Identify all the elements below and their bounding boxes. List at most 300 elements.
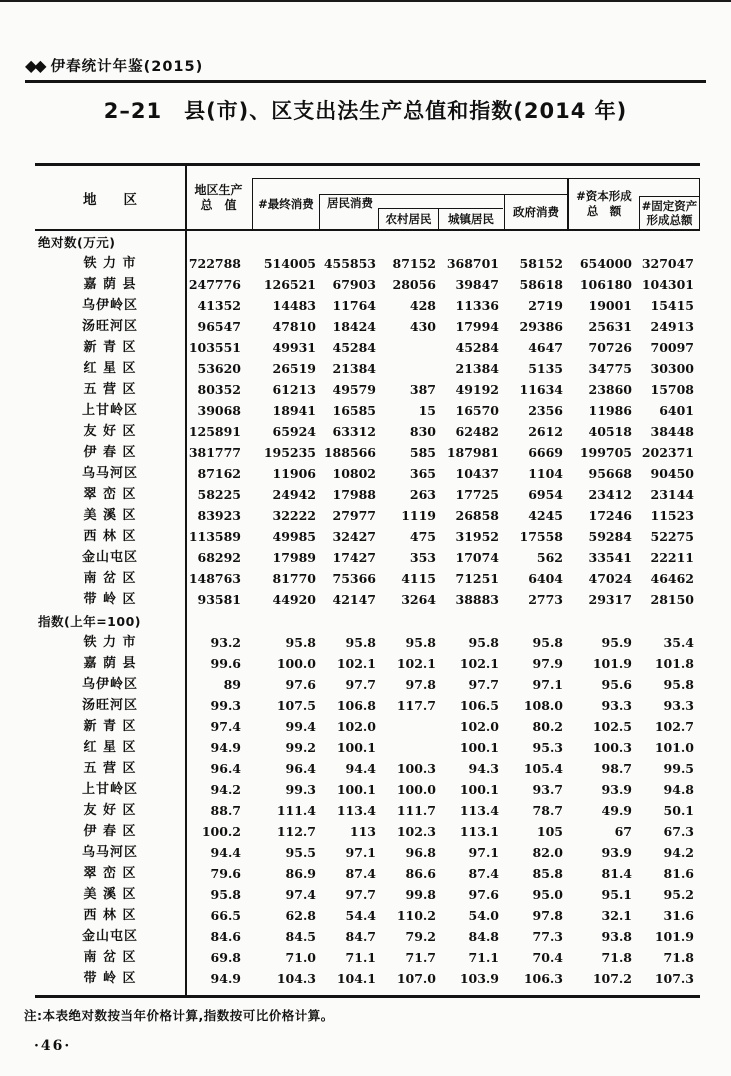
- region-name: 友 好 区: [83, 803, 137, 818]
- value-rural-residents: 110.2: [396, 908, 436, 923]
- value-government-consumption: 2612: [528, 424, 563, 439]
- value-final-consumption: 100.0: [276, 656, 316, 671]
- value-gdp: 97.4: [210, 719, 241, 734]
- table-row: [35, 463, 700, 484]
- region-name: 美 溪 区: [83, 508, 137, 523]
- value-gdp: 95.8: [210, 887, 241, 902]
- value-fixed-assets: 101.9: [654, 929, 694, 944]
- value-capital-formation: 34775: [588, 361, 632, 376]
- value-urban-residents: 54.0: [468, 908, 499, 923]
- value-rural-residents: 107.0: [396, 971, 436, 986]
- value-fixed-assets: 67.3: [663, 824, 694, 839]
- value-final-consumption: 81770: [272, 571, 316, 586]
- header-fixed-line1: #固定资产: [641, 199, 698, 213]
- value-government-consumption: 95.8: [532, 635, 563, 650]
- value-government-consumption: 95.0: [532, 887, 563, 902]
- region-name: 上甘岭区: [81, 403, 138, 418]
- value-urban-residents: 102.1: [459, 656, 499, 671]
- value-final-consumption: 111.4: [276, 803, 316, 818]
- region-name: 金山屯区: [81, 550, 138, 565]
- value-fixed-assets: 52275: [650, 529, 694, 544]
- value-gdp: 94.2: [210, 782, 241, 797]
- value-final-consumption: 107.5: [276, 698, 316, 713]
- value-urban-residents: 62482: [455, 424, 499, 439]
- value-government-consumption: 108.0: [523, 698, 563, 713]
- table-row: [35, 716, 700, 737]
- value-gdp: 87162: [197, 466, 241, 481]
- value-urban-residents: 17994: [455, 319, 499, 334]
- region-name: 乌马河区: [81, 466, 138, 481]
- value-fixed-assets: 104301: [641, 277, 694, 292]
- value-fixed-assets: 15415: [650, 298, 694, 313]
- table-row: [35, 674, 700, 695]
- value-household-consumption: 100.1: [336, 782, 376, 797]
- value-government-consumption: 17558: [519, 529, 563, 544]
- value-household-consumption: 32427: [332, 529, 376, 544]
- header-gdp-line2: 总 值: [200, 197, 237, 212]
- value-government-consumption: 95.3: [532, 740, 563, 755]
- value-household-consumption: 21384: [332, 361, 376, 376]
- value-household-consumption: 97.7: [345, 887, 376, 902]
- diamond-icons: ◆◆: [25, 55, 44, 75]
- table-row: [35, 358, 700, 379]
- value-final-consumption: 99.3: [285, 782, 316, 797]
- value-gdp: 39068: [197, 403, 241, 418]
- value-rural-residents: 28056: [392, 277, 436, 292]
- region-name: 西 林 区: [83, 529, 137, 544]
- value-urban-residents: 10437: [455, 466, 499, 481]
- value-fixed-assets: 30300: [650, 361, 694, 376]
- value-capital-formation: 654000: [579, 256, 632, 271]
- value-urban-residents: 45284: [455, 340, 499, 355]
- value-capital-formation: 32.1: [601, 908, 632, 923]
- value-capital-formation: 199705: [579, 445, 632, 460]
- value-final-consumption: 11906: [272, 466, 316, 481]
- value-capital-formation: 49.9: [601, 803, 632, 818]
- header-capital-line2: 总 额: [586, 204, 622, 218]
- value-final-consumption: 62.8: [285, 908, 316, 923]
- value-urban-residents: 11336: [455, 298, 499, 313]
- value-fixed-assets: 11523: [650, 508, 694, 523]
- value-rural-residents: [380, 337, 440, 358]
- value-capital-formation: 107.2: [592, 971, 632, 986]
- header-region: 地 区: [83, 191, 137, 208]
- header-household-group: [319, 194, 504, 229]
- header-final-consumption-group: [252, 178, 568, 229]
- value-government-consumption: 77.3: [532, 929, 563, 944]
- value-rural-residents: 111.7: [396, 803, 436, 818]
- value-gdp: 103551: [188, 340, 241, 355]
- region-name: 西 林 区: [83, 908, 137, 923]
- value-rural-residents: 99.8: [405, 887, 436, 902]
- value-urban-residents: 26858: [455, 508, 499, 523]
- value-fixed-assets: 46462: [650, 571, 694, 586]
- value-household-consumption: 67903: [332, 277, 376, 292]
- value-household-consumption: 71.1: [345, 950, 376, 965]
- value-final-consumption: 32222: [272, 508, 316, 523]
- value-government-consumption: 562: [536, 550, 563, 565]
- table-row: [35, 379, 700, 400]
- table-row: [35, 568, 700, 589]
- value-household-consumption: 95.8: [345, 635, 376, 650]
- region-name: 南 岔 区: [83, 950, 137, 965]
- value-rural-residents: [380, 737, 440, 758]
- value-rural-residents: 100.3: [396, 761, 436, 776]
- value-capital-formation: 23860: [588, 382, 632, 397]
- region-name: 红 星 区: [83, 361, 137, 376]
- region-name: 汤旺河区: [81, 698, 138, 713]
- value-rural-residents: 428: [409, 298, 436, 313]
- value-urban-residents: 49192: [455, 382, 499, 397]
- value-government-consumption: 105: [536, 824, 563, 839]
- value-final-consumption: 104.3: [276, 971, 316, 986]
- value-household-consumption: 87.4: [345, 866, 376, 881]
- section-label: 绝对数(万元): [38, 235, 116, 250]
- value-urban-residents: 103.9: [459, 971, 499, 986]
- value-rural-residents: 15: [418, 403, 436, 418]
- value-government-consumption: 82.0: [532, 845, 563, 860]
- value-urban-residents: 71251: [455, 571, 499, 586]
- value-fixed-assets: 99.5: [663, 761, 694, 776]
- value-capital-formation: 70726: [588, 340, 632, 355]
- value-fixed-assets: 35.4: [663, 635, 694, 650]
- value-government-consumption: 106.3: [523, 971, 563, 986]
- region-name: 嘉 荫 县: [83, 277, 137, 292]
- value-fixed-assets: 22211: [650, 550, 694, 565]
- value-final-consumption: 126521: [263, 277, 316, 292]
- value-gdp: 88.7: [210, 803, 241, 818]
- table-row: [35, 484, 700, 505]
- value-gdp: 69.8: [210, 950, 241, 965]
- value-government-consumption: 11634: [519, 382, 563, 397]
- value-capital-formation: 17246: [588, 508, 632, 523]
- table-row: [35, 905, 700, 926]
- value-rural-residents: [380, 716, 440, 737]
- value-gdp: 89: [223, 677, 241, 692]
- region-name: 乌马河区: [81, 845, 138, 860]
- value-government-consumption: 80.2: [532, 719, 563, 734]
- table-row: [35, 695, 700, 716]
- table-row: [35, 653, 700, 674]
- table-row: [35, 526, 700, 547]
- value-gdp: 99.3: [210, 698, 241, 713]
- value-government-consumption: 97.1: [532, 677, 563, 692]
- value-fixed-assets: 71.8: [663, 950, 694, 965]
- region-name: 五 营 区: [83, 382, 137, 397]
- table-row: [35, 947, 700, 968]
- value-urban-residents: 87.4: [468, 866, 499, 881]
- value-government-consumption: 78.7: [532, 803, 563, 818]
- region-name: 南 岔 区: [83, 571, 137, 586]
- value-rural-residents: 365: [409, 466, 436, 481]
- value-final-consumption: 71.0: [285, 950, 316, 965]
- value-gdp: 96.4: [210, 761, 241, 776]
- region-name: 伊 春 区: [83, 445, 137, 460]
- value-household-consumption: 27977: [332, 508, 376, 523]
- value-government-consumption: 6404: [528, 571, 563, 586]
- table-row: [35, 589, 700, 610]
- value-urban-residents: 16570: [455, 403, 499, 418]
- region-name: 友 好 区: [83, 424, 137, 439]
- region-name: 乌伊岭区: [81, 298, 138, 313]
- value-gdp: 68292: [197, 550, 241, 565]
- yearbook-banner: [25, 55, 203, 76]
- table-header: [35, 163, 700, 231]
- value-government-consumption: 4647: [528, 340, 563, 355]
- value-fixed-assets: 50.1: [663, 803, 694, 818]
- value-government-consumption: 4245: [528, 508, 563, 523]
- value-gdp: 83923: [197, 508, 241, 523]
- value-capital-formation: 93.3: [601, 698, 632, 713]
- value-gdp: 84.6: [210, 929, 241, 944]
- value-gdp: 80352: [197, 382, 241, 397]
- value-fixed-assets: 107.3: [654, 971, 694, 986]
- value-rural-residents: 100.0: [396, 782, 436, 797]
- table-row: [35, 758, 700, 779]
- value-capital-formation: 23412: [588, 487, 632, 502]
- value-gdp: 381777: [188, 445, 241, 460]
- table-row: [35, 779, 700, 800]
- table-row: [35, 337, 700, 358]
- footnote: 注:本表绝对数按当年价格计算,指数按可比价格计算。: [24, 1008, 334, 1023]
- value-urban-residents: 94.3: [468, 761, 499, 776]
- value-urban-residents: 187981: [446, 445, 499, 460]
- value-government-consumption: 93.7: [532, 782, 563, 797]
- value-capital-formation: 100.3: [592, 740, 632, 755]
- value-final-consumption: 49985: [272, 529, 316, 544]
- value-capital-formation: 98.7: [601, 761, 632, 776]
- value-final-consumption: 17989: [272, 550, 316, 565]
- value-final-consumption: 97.6: [285, 677, 316, 692]
- value-final-consumption: 97.4: [285, 887, 316, 902]
- value-final-consumption: 112.7: [276, 824, 316, 839]
- value-gdp: 99.6: [210, 656, 241, 671]
- value-fixed-assets: 6401: [659, 403, 694, 418]
- value-gdp: 53620: [197, 361, 241, 376]
- value-capital-formation: 102.5: [592, 719, 632, 734]
- value-final-consumption: 47810: [272, 319, 316, 334]
- value-household-consumption: 84.7: [345, 929, 376, 944]
- value-final-consumption: 86.9: [285, 866, 316, 881]
- value-rural-residents: 475: [409, 529, 436, 544]
- value-rural-residents: 86.6: [405, 866, 436, 881]
- value-capital-formation: 95668: [588, 466, 632, 481]
- value-fixed-assets: 81.6: [663, 866, 694, 881]
- value-rural-residents: 1119: [401, 508, 436, 523]
- table-row: [35, 842, 700, 863]
- value-government-consumption: 5135: [528, 361, 563, 376]
- value-rural-residents: [380, 358, 440, 379]
- region-name: 汤旺河区: [81, 319, 138, 334]
- table-row: [35, 968, 700, 989]
- value-gdp: 148763: [188, 571, 241, 586]
- value-final-consumption: 24942: [272, 487, 316, 502]
- table-row: [35, 295, 700, 316]
- value-gdp: 113589: [188, 529, 241, 544]
- value-capital-formation: 95.6: [601, 677, 632, 692]
- value-fixed-assets: 93.3: [663, 698, 694, 713]
- value-gdp: 94.9: [210, 971, 241, 986]
- value-urban-residents: 113.1: [459, 824, 499, 839]
- value-urban-residents: 21384: [455, 361, 499, 376]
- value-capital-formation: 40518: [588, 424, 632, 439]
- value-gdp: 93581: [197, 592, 241, 607]
- value-capital-formation: 95.9: [601, 635, 632, 650]
- value-capital-formation: 101.9: [592, 656, 632, 671]
- value-final-consumption: 99.4: [285, 719, 316, 734]
- section-label: 指数(上年=100): [38, 614, 141, 629]
- value-rural-residents: 97.8: [405, 677, 436, 692]
- value-government-consumption: 6954: [528, 487, 563, 502]
- value-urban-residents: 100.1: [459, 740, 499, 755]
- value-household-consumption: 94.4: [345, 761, 376, 776]
- value-rural-residents: 117.7: [396, 698, 436, 713]
- value-rural-residents: 585: [409, 445, 436, 460]
- value-rural-residents: 71.7: [405, 950, 436, 965]
- value-capital-formation: 47024: [588, 571, 632, 586]
- value-final-consumption: 84.5: [285, 929, 316, 944]
- value-household-consumption: 113.4: [336, 803, 376, 818]
- region-name: 翠 峦 区: [83, 487, 137, 502]
- value-urban-residents: 97.6: [468, 887, 499, 902]
- page-number: ·46·: [34, 1038, 72, 1054]
- value-final-consumption: 96.4: [285, 761, 316, 776]
- header-capital-formation-group: [568, 178, 700, 229]
- table-row: [35, 442, 700, 463]
- value-capital-formation: 81.4: [601, 866, 632, 881]
- value-capital-formation: 71.8: [601, 950, 632, 965]
- value-urban-residents: 17074: [455, 550, 499, 565]
- value-urban-residents: 38883: [455, 592, 499, 607]
- table-row: [35, 632, 700, 653]
- value-rural-residents: 95.8: [405, 635, 436, 650]
- region-name: 翠 峦 区: [83, 866, 137, 881]
- region-name: 嘉 荫 县: [83, 656, 137, 671]
- value-final-consumption: 514005: [263, 256, 316, 271]
- value-final-consumption: 95.5: [285, 845, 316, 860]
- header-government-consumption: 政府消费: [504, 194, 567, 229]
- value-household-consumption: 104.1: [336, 971, 376, 986]
- header-fixed-line2: 形成总额: [646, 213, 693, 227]
- value-final-consumption: 195235: [263, 445, 316, 460]
- value-urban-residents: 102.0: [459, 719, 499, 734]
- table-row: [35, 737, 700, 758]
- banner-rule: [25, 80, 706, 83]
- value-final-consumption: 65924: [272, 424, 316, 439]
- table-body: [35, 231, 700, 998]
- header-rural-residents: 农村居民: [378, 208, 438, 229]
- region-name: 五 营 区: [83, 761, 137, 776]
- value-capital-formation: 19001: [588, 298, 632, 313]
- value-capital-formation: 25631: [588, 319, 632, 334]
- value-government-consumption: 58152: [519, 256, 563, 271]
- value-household-consumption: 11764: [332, 298, 376, 313]
- value-gdp: 100.2: [201, 824, 241, 839]
- table-row: [35, 421, 700, 442]
- value-rural-residents: 102.3: [396, 824, 436, 839]
- value-household-consumption: 106.8: [336, 698, 376, 713]
- value-urban-residents: 97.7: [468, 677, 499, 692]
- scan-edge-line: [0, 0, 731, 2]
- table-row: [35, 821, 700, 842]
- value-gdp: 79.6: [210, 866, 241, 881]
- header-gdp-line1: 地区生产: [194, 182, 243, 197]
- table-row: [35, 926, 700, 947]
- value-household-consumption: 54.4: [345, 908, 376, 923]
- value-household-consumption: 455853: [323, 256, 376, 271]
- value-fixed-assets: 94.8: [663, 782, 694, 797]
- value-government-consumption: 70.4: [532, 950, 563, 965]
- value-fixed-assets: 95.8: [663, 677, 694, 692]
- value-final-consumption: 14483: [272, 298, 316, 313]
- value-rural-residents: 102.1: [396, 656, 436, 671]
- value-rural-residents: 79.2: [405, 929, 436, 944]
- value-fixed-assets: 327047: [641, 256, 694, 271]
- value-household-consumption: 100.1: [336, 740, 376, 755]
- header-urban-residents: 城镇居民: [438, 208, 503, 229]
- value-rural-residents: 430: [409, 319, 436, 334]
- value-rural-residents: 830: [409, 424, 436, 439]
- value-rural-residents: 4115: [401, 571, 436, 586]
- header-capital-line1: #资本形成: [576, 189, 632, 203]
- value-urban-residents: 113.4: [459, 803, 499, 818]
- statistics-table: [35, 163, 700, 998]
- region-name: 新 青 区: [83, 340, 137, 355]
- value-capital-formation: 106180: [579, 277, 632, 292]
- region-name: 红 星 区: [83, 740, 137, 755]
- value-urban-residents: 100.1: [459, 782, 499, 797]
- value-household-consumption: 75366: [332, 571, 376, 586]
- value-household-consumption: 97.1: [345, 845, 376, 860]
- value-fixed-assets: 202371: [641, 445, 694, 460]
- region-name: 铁 力 市: [83, 256, 137, 271]
- value-gdp: 722788: [188, 256, 241, 271]
- table-row: [35, 505, 700, 526]
- value-rural-residents: 87152: [392, 256, 436, 271]
- region-name: 铁 力 市: [83, 635, 137, 650]
- value-rural-residents: 353: [409, 550, 436, 565]
- value-fixed-assets: 101.0: [654, 740, 694, 755]
- value-rural-residents: 387: [409, 382, 436, 397]
- value-urban-residents: 95.8: [468, 635, 499, 650]
- header-capital-formation: [569, 179, 639, 229]
- value-final-consumption: 49931: [272, 340, 316, 355]
- value-urban-residents: 97.1: [468, 845, 499, 860]
- value-household-consumption: 17427: [332, 550, 376, 565]
- value-household-consumption: 10802: [332, 466, 376, 481]
- value-capital-formation: 67: [614, 824, 632, 839]
- value-final-consumption: 99.2: [285, 740, 316, 755]
- region-name: 带 岭 区: [83, 971, 137, 986]
- value-gdp: 94.9: [210, 740, 241, 755]
- value-rural-residents: 263: [409, 487, 436, 502]
- value-government-consumption: 2719: [528, 298, 563, 313]
- value-urban-residents: 84.8: [468, 929, 499, 944]
- value-capital-formation: 11986: [588, 403, 632, 418]
- region-name: 新 青 区: [83, 719, 137, 734]
- value-gdp: 58225: [197, 487, 241, 502]
- value-government-consumption: 85.8: [532, 866, 563, 881]
- value-final-consumption: 18941: [272, 403, 316, 418]
- value-capital-formation: 59284: [588, 529, 632, 544]
- region-name: 金山屯区: [81, 929, 138, 944]
- region-name: 乌伊岭区: [81, 677, 138, 692]
- value-gdp: 94.4: [210, 845, 241, 860]
- value-household-consumption: 63312: [332, 424, 376, 439]
- value-fixed-assets: 24913: [650, 319, 694, 334]
- value-government-consumption: 58618: [519, 277, 563, 292]
- table-row: [35, 253, 700, 274]
